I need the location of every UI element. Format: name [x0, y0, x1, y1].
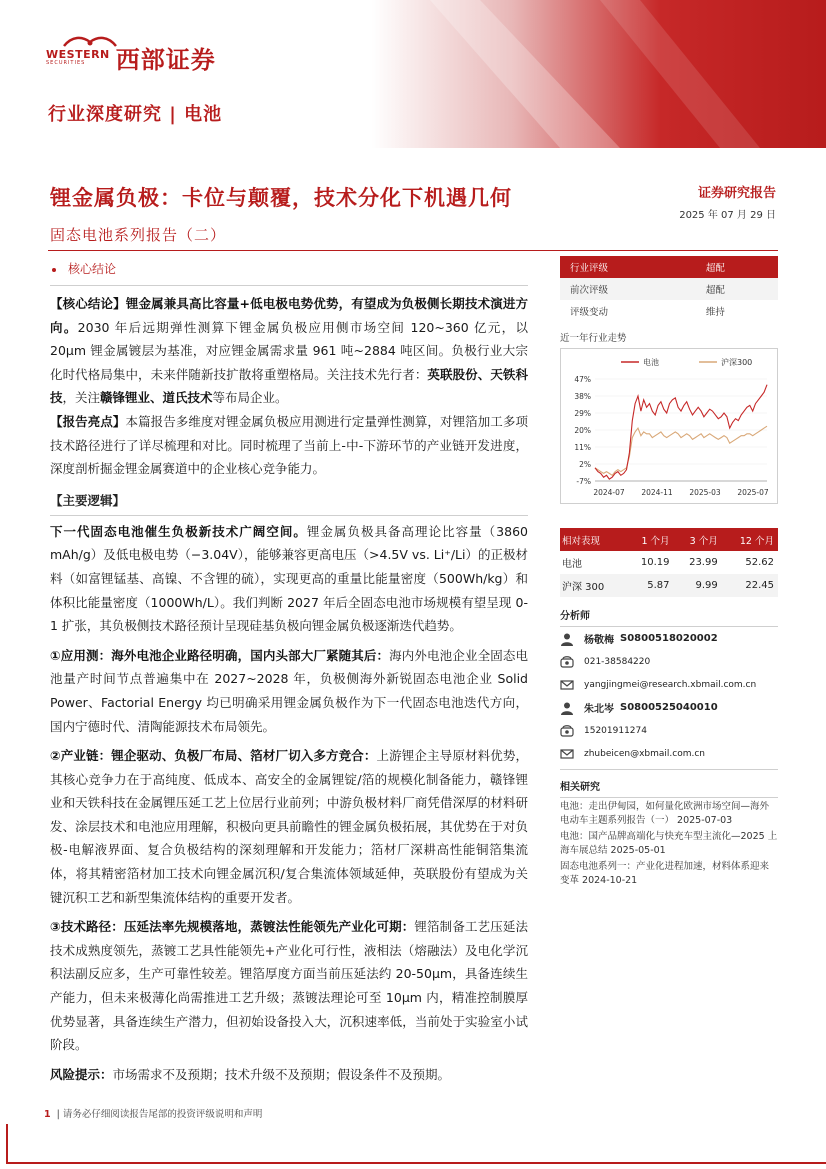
rating-table	[560, 256, 778, 322]
chart-caption: 近一年行业走势	[560, 330, 778, 349]
related-research-item[interactable]: 电池：国产品牌高端化与快充车型主流化—2025 上海车展总结 2025-05-01	[560, 831, 778, 856]
legend-label: 电池	[643, 358, 659, 367]
bullet-icon	[52, 268, 56, 272]
perf-row	[560, 574, 778, 597]
main-logic-heading: 【主要逻辑】	[50, 492, 126, 508]
bottom-decoration	[6, 1162, 826, 1164]
perf-row	[560, 551, 778, 574]
analyst-email-row	[560, 673, 778, 696]
core-heading-text: 核心结论	[68, 262, 117, 276]
analyst-heading: 分析师	[560, 607, 778, 627]
company-logo	[46, 40, 216, 75]
perf-cell: 52.62	[745, 557, 774, 568]
perf-cell: 9.99	[674, 574, 722, 597]
rating-value: 超配	[696, 278, 778, 300]
analyst-name-row	[560, 627, 778, 650]
body-text: 2030 年后远期弹性测算下锂金属负极应用侧市场空间 120~360 亿元，以 20μm 锂金属镀层为基准，对应锂金属需求量 961 吨~2884 吨区间。负极行业大宗化时代格局集中，未来伴随新技扩散将重塑格局。关注技术先行者：	[50, 319, 528, 382]
report-date: 2025 年 07 月 29 日	[679, 210, 776, 221]
y-tick-label: 11%	[574, 443, 591, 452]
trend-chart-svg	[561, 349, 777, 503]
paragraph-industry-chain	[50, 744, 528, 909]
rating-value: 超配	[696, 256, 778, 278]
section-title: 行业深度研究 | 电池	[48, 104, 223, 125]
perf-cell: 10.19	[640, 557, 670, 568]
paragraph-application	[50, 644, 528, 738]
analyst-cert: S0800525040010	[620, 702, 718, 713]
x-tick-label: 2024-11	[641, 488, 673, 497]
rating-label: 评级变动	[570, 307, 609, 318]
perf-header-cell: 12 个月	[722, 528, 778, 551]
analyst-phone-row	[560, 650, 778, 673]
perf-cell: 23.99	[689, 557, 718, 568]
perf-cell: 22.45	[722, 574, 778, 597]
analyst-email-row	[560, 742, 778, 765]
main-content	[50, 256, 528, 1086]
person-icon	[560, 701, 574, 715]
emphasis-text: 英联股份、天铁科技	[50, 366, 528, 406]
perf-header-cell: 相对表现	[560, 528, 625, 551]
body-text: ，关注	[62, 390, 101, 406]
perf-header-cell: 1 个月	[625, 528, 673, 551]
core-conclusion-heading	[50, 260, 528, 277]
paragraph-next-gen	[50, 520, 528, 638]
logo-english-sub: SECURITIES	[46, 60, 86, 66]
analyst-name: 朱北岑	[584, 704, 614, 715]
emphasis-text: ①应用测：海外电池企业路径明确，国内头部大厂紧随其后：	[50, 647, 390, 663]
rating-row	[560, 256, 778, 278]
performance-table	[560, 528, 778, 597]
paragraph-highlights	[50, 410, 528, 481]
body-text: 上游锂企主导原材料优势，其核心竞争力在于高纯度、低成本、高安全的金属锂锭/箔的规模化制备能力，赣锋锂业和天铁科技在金属锂压延工艺上位居行业前列；中游负极材料厂商凭借深厚的材料研发、涂层技术和电池应用理解，积极向更具前瞻性的锂金属负极拓展，其优势在于对负极-电解液界面、复合负极结构的深刻理解和开发能力；箔材厂深耕高性能铜箔集流体，将其精密箔材加工技术向锂金属沉积/复合集流体领域延伸，英联股份有望成为关键沉积工艺和新型集流体结构的重要开发者。	[50, 748, 528, 905]
person-icon	[560, 632, 574, 646]
phone-icon	[560, 724, 574, 738]
body-text: 海内外电池企业全固态电池量产时间节点普遍集中在 2027~2028 年，负极侧海外新锐固态电池企业 Solid Power、Factorial Energy 均已明确采用锂金属负极作为下一代固态电池迭代方向，国内宁德时代、清陶能源技术布局领先。	[50, 647, 528, 734]
rating-row	[560, 300, 778, 322]
analyst-phone: 021-38584220	[584, 656, 651, 667]
analyst-name-row	[560, 696, 778, 719]
analyst-cert: S0800518020002	[620, 633, 718, 644]
logic-divider	[50, 515, 528, 516]
x-tick-label: 2025-03	[689, 488, 721, 497]
sidebar	[560, 256, 778, 888]
rating-label: 前次评级	[560, 278, 696, 300]
analyst-name: 杨敬梅	[584, 635, 614, 646]
rating-value: 维持	[705, 307, 725, 318]
phone-icon	[560, 655, 574, 669]
y-tick-label: 20%	[574, 426, 591, 435]
footer-disclaimer: | 请务必仔细阅读报告尾部的投资评级说明和声明	[56, 1109, 263, 1120]
paragraph-risk	[50, 1063, 528, 1087]
analyst-email[interactable]: yangjingmei@research.xbmail.com.cn	[584, 679, 757, 690]
emphasis-text: 【报告亮点】	[50, 413, 126, 429]
analyst-phone: 15201911274	[584, 725, 647, 736]
body-text: 锂箔制备工艺压延法技术成熟度领先，蒸镀工艺具性能领先+产业化可行性，液相法（熔融法）及电化学沉积法副反应多，生产可靠性较差。锂箔厚度方面当前压延法约 20-50μm，具备连续生产能力，但未来极薄化尚需推进工艺升级；蒸镀法理论可至 10μm 内，精准控制膜厚优势显著，具备连续生产潜力，但初始设备投入大，沉积速率低，当前处于实验室小试阶段。	[50, 919, 528, 1053]
y-tick-label: 47%	[574, 375, 591, 384]
mail-icon	[560, 678, 574, 692]
y-tick-label: 38%	[574, 392, 591, 401]
perf-cell: 电池	[562, 559, 582, 570]
related-research-item[interactable]: 电池：走出伊甸园，如何量化欧洲市场空间—海外电动车主题系列报告（一） 2025-07-03	[560, 801, 770, 826]
related-research-heading: 相关研究	[560, 778, 778, 798]
title-divider	[48, 250, 778, 251]
mail-icon	[560, 747, 574, 761]
x-tick-label: 2025-07	[737, 488, 769, 497]
report-type: 证券研究报告	[697, 186, 776, 201]
body-text: 锂金属负极具备高理论比容量（3860 mAh/g）及低电极电势（−3.04V），能够兼容更高电压（>4.5V vs. Li⁺/Li）的正极材料（如富锂锰基、高镍、不含锂的硫），实现更高的重量比能量密度（500Wh/kg）和体积比能量密度（1000Wh/L）。我们判断 2027 年后全固态电池市场规模有望呈现 0-1 扩张，其负极侧技术路径预计呈现硅基负极向锂金属负极逐渐迭代趋势。	[50, 523, 528, 634]
body-text: 等布局企业。	[212, 390, 288, 406]
report-subtitle: 固态电池系列报告（二）	[50, 226, 227, 244]
corner-decoration	[6, 1124, 8, 1164]
analyst-divider	[560, 769, 778, 770]
x-tick-label: 2024-07	[593, 488, 625, 497]
emphasis-text: 下一代固态电池催生负极新技术广阔空间。	[50, 523, 307, 539]
page-number: 1	[44, 1109, 51, 1120]
logo-chinese: 西部证券	[115, 46, 216, 74]
y-tick-label: 2%	[579, 460, 591, 469]
emphasis-text: 赣锋锂业、道氏技术	[100, 390, 213, 406]
paragraph-core-conclusion	[50, 292, 528, 410]
page-footer	[44, 1106, 262, 1120]
emphasis-text: ③技术路径：压延法率先规模落地，蒸镀法性能领先产业化可期：	[50, 919, 415, 935]
legend-label: 沪深300	[721, 358, 753, 367]
perf-cell: 沪深 300	[560, 574, 625, 597]
y-tick-label: 29%	[574, 409, 591, 418]
emphasis-text: 风险提示：	[50, 1066, 113, 1082]
paragraph-tech-path	[50, 915, 528, 1057]
logo-english: WESTERN	[46, 48, 110, 61]
emphasis-text: 【核心结论】锂金属兼具高比容量+低电极电势优势，有望成为负极侧长期技术演进方向。	[50, 296, 528, 335]
body-text: 本篇报告多维度对锂金属负极应用测进行定量弹性测算，对锂箔加工多项技术路径进行了详尽梳理和对比。同时梳理了当前上-中-下游环节的产业链开发进度，深度剖析掘金锂金属赛道中的企业核心竞争能力。	[50, 413, 528, 477]
analyst-phone-row	[560, 719, 778, 742]
y-tick-label: -7%	[576, 477, 591, 486]
analyst-email[interactable]: zhubeicen@xbmail.com.cn	[584, 748, 705, 759]
body-text: 市场需求不及预期；技术升级不及预期；假设条件不及预期。	[112, 1066, 451, 1082]
analyst-list	[560, 627, 778, 765]
perf-header-cell: 3 个月	[674, 528, 722, 551]
series-line	[595, 385, 767, 479]
rating-row	[560, 278, 778, 300]
trend-chart	[560, 349, 778, 504]
series-line	[595, 426, 767, 475]
rating-label: 行业评级	[560, 256, 696, 278]
perf-cell: 5.87	[625, 574, 673, 597]
perf-header-row	[560, 528, 778, 551]
emphasis-text: ②产业链：锂企驱动、负极厂布局、箔材厂切入多方竞合：	[50, 748, 377, 764]
related-research-item[interactable]: 固态电池系列一：产业化进程加速，材料体系迎来变革 2024-10-21	[560, 861, 770, 886]
report-title: 锂金属负极：卡位与颠覆，技术分化下机遇几何	[50, 186, 512, 210]
report-header	[0, 0, 826, 148]
